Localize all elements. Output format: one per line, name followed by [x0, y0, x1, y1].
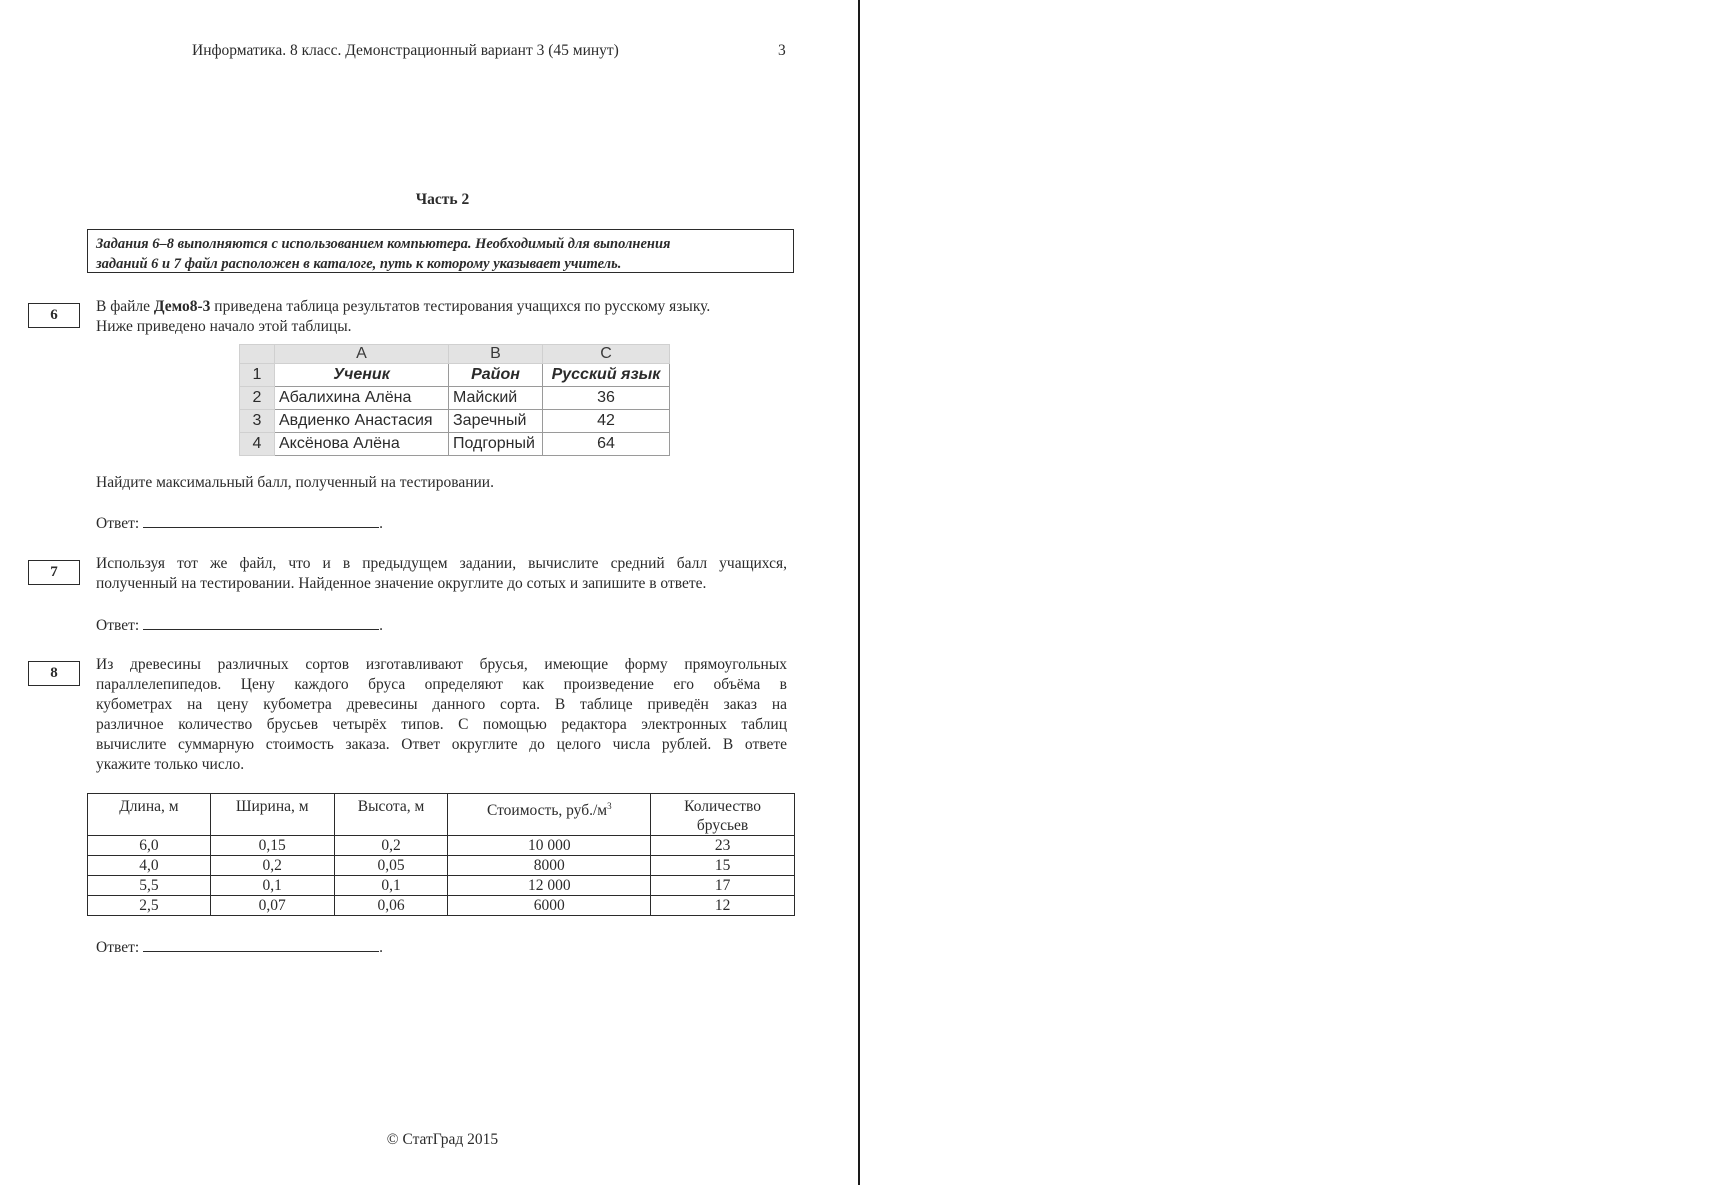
footer-copyright: © СтатГрад 2015	[386, 1131, 499, 1148]
order-table-header	[88, 794, 795, 836]
order-cell: 15	[651, 856, 795, 876]
sheet-column-header: B	[449, 345, 543, 364]
note-line-2: заданий 6 и 7 файл расположен в каталоге, путь к которому указывает учитель.	[96, 256, 622, 272]
answer-label: Ответ:	[96, 515, 140, 532]
sheet-row-number: 3	[240, 410, 275, 433]
task-8-text	[96, 655, 787, 775]
task-8-line: вычислите суммарную стоимость заказа. Ответ округлите до целого числа рублей. В ответе	[96, 736, 787, 753]
table-row	[88, 896, 795, 916]
order-header-length: Длина, м	[88, 794, 211, 836]
part-heading: Часть 2	[415, 191, 470, 208]
order-cell: 6,0	[88, 836, 211, 856]
task-6-file-name: Демо8-3	[153, 298, 211, 315]
sheet-cell: 64	[543, 433, 670, 456]
order-cell: 17	[651, 876, 795, 896]
task-6-question	[96, 473, 787, 493]
sheet-row-number: 1	[240, 364, 275, 387]
sheet-cell: Заречный	[449, 410, 543, 433]
sheet-column-header: A	[275, 345, 449, 364]
order-cell: 0,1	[334, 876, 448, 896]
table-row	[88, 856, 795, 876]
answer-end: .	[379, 617, 384, 634]
task-6-intro	[96, 297, 787, 337]
table-row	[88, 876, 795, 896]
order-header-count	[651, 794, 795, 836]
answer-blank[interactable]	[143, 615, 379, 630]
order-cell: 4,0	[88, 856, 211, 876]
task-8-number: 8	[28, 661, 80, 686]
sheet-row-number: 4	[240, 433, 275, 456]
order-table	[87, 793, 795, 916]
answer-label: Ответ:	[96, 939, 140, 956]
sheet-cell: Авдиенко Анастасия	[275, 410, 449, 433]
task-8-line: укажите только число.	[96, 756, 245, 773]
task-6-intro-suffix: приведена таблица результатов тестирования учащихся по русскому языку.	[210, 298, 711, 315]
answer-end: .	[379, 939, 384, 956]
order-cell: 8000	[448, 856, 651, 876]
order-cell: 12	[651, 896, 795, 916]
task-6-question-text: Найдите максимальный балл, полученный на тестировании.	[96, 474, 494, 491]
sheet-cell: Русский язык	[543, 364, 670, 387]
task-7-line-1: Используя тот же файл, что и в предыдущем задании, вычислите средний балл учащихся,	[96, 555, 787, 572]
sheet-cell: 36	[543, 387, 670, 410]
order-header-count-line-2: брусьев	[696, 817, 749, 834]
sheet-column-header: C	[543, 345, 670, 364]
table-row	[88, 836, 795, 856]
sheet-row	[240, 410, 670, 433]
page-number: 3	[778, 42, 786, 59]
order-header-height: Высота, м	[334, 794, 448, 836]
task-6-answer	[96, 513, 383, 533]
sheet-cell: Подгорный	[449, 433, 543, 456]
task-6-number: 6	[28, 303, 80, 328]
task-8-answer	[96, 937, 383, 957]
page-divider	[858, 0, 860, 1185]
order-cell: 12 000	[448, 876, 651, 896]
order-header-count-line-1: Количество	[684, 798, 761, 815]
task-7-answer	[96, 615, 383, 635]
order-header-cost	[448, 794, 651, 836]
sheet-cell: Майский	[449, 387, 543, 410]
sheet-row-number: 2	[240, 387, 275, 410]
task-6-intro-line-1	[96, 297, 787, 317]
order-cell: 0,07	[210, 896, 334, 916]
sheet-corner	[240, 345, 275, 364]
task-6-intro-prefix: В файле	[96, 298, 154, 315]
task-8-line: различное количество брусьев четырёх типов. С помощью редактора электронных таблиц	[96, 716, 787, 733]
order-cell: 6000	[448, 896, 651, 916]
task-8-line: кубометрах на цену кубометра древесины данного сорта. В таблице приведён заказ на	[96, 696, 787, 713]
sheet-row	[240, 387, 670, 410]
order-header-cost-text: Стоимость, руб./м	[486, 802, 608, 820]
order-cell: 0,2	[334, 836, 448, 856]
instructions-note	[87, 229, 794, 273]
order-cell: 0,2	[210, 856, 334, 876]
answer-label: Ответ:	[96, 617, 140, 634]
sheet-cell: Ученик	[275, 364, 449, 387]
order-header-width: Ширина, м	[210, 794, 334, 836]
note-line-1: Задания 6–8 выполняются с использованием компьютера. Необходимый для выполнения	[96, 236, 671, 252]
header-title: Информатика. 8 класс. Демонстрационный вариант 3 (45 минут)	[192, 42, 619, 59]
task-7-line-2: полученный на тестировании. Найденное значение округлите до сотых и запишите в ответе.	[96, 575, 707, 592]
sheet-row	[240, 433, 670, 456]
order-cell: 23	[651, 836, 795, 856]
spreadsheet-fragment	[239, 344, 670, 456]
sheet-cell: 42	[543, 410, 670, 433]
task-6-intro-line-2: Ниже приведено начало этой таблицы.	[96, 318, 352, 335]
order-cell: 0,15	[210, 836, 334, 856]
order-cell: 2,5	[88, 896, 211, 916]
order-cell: 5,5	[88, 876, 211, 896]
task-8-line: Из древесины различных сортов изготавливают брусья, имеющие форму прямоугольных	[96, 656, 787, 673]
task-7-number: 7	[28, 560, 80, 585]
sheet-cell: Абалихина Алёна	[275, 387, 449, 410]
order-cell: 0,1	[210, 876, 334, 896]
order-cell: 0,06	[334, 896, 448, 916]
task-8-line: параллелепипедов. Цену каждого бруса определяют как произведение его объёма в	[96, 676, 787, 693]
sheet-cell: Район	[449, 364, 543, 387]
order-cell: 0,05	[334, 856, 448, 876]
answer-blank[interactable]	[143, 937, 379, 952]
answer-blank[interactable]	[143, 513, 379, 528]
order-header-cost-sup: 3	[607, 801, 612, 811]
sheet-cell: Аксёнова Алёна	[275, 433, 449, 456]
answer-end: .	[379, 515, 384, 532]
sheet-row	[240, 364, 670, 387]
order-cell: 10 000	[448, 836, 651, 856]
task-7-text	[96, 554, 787, 594]
